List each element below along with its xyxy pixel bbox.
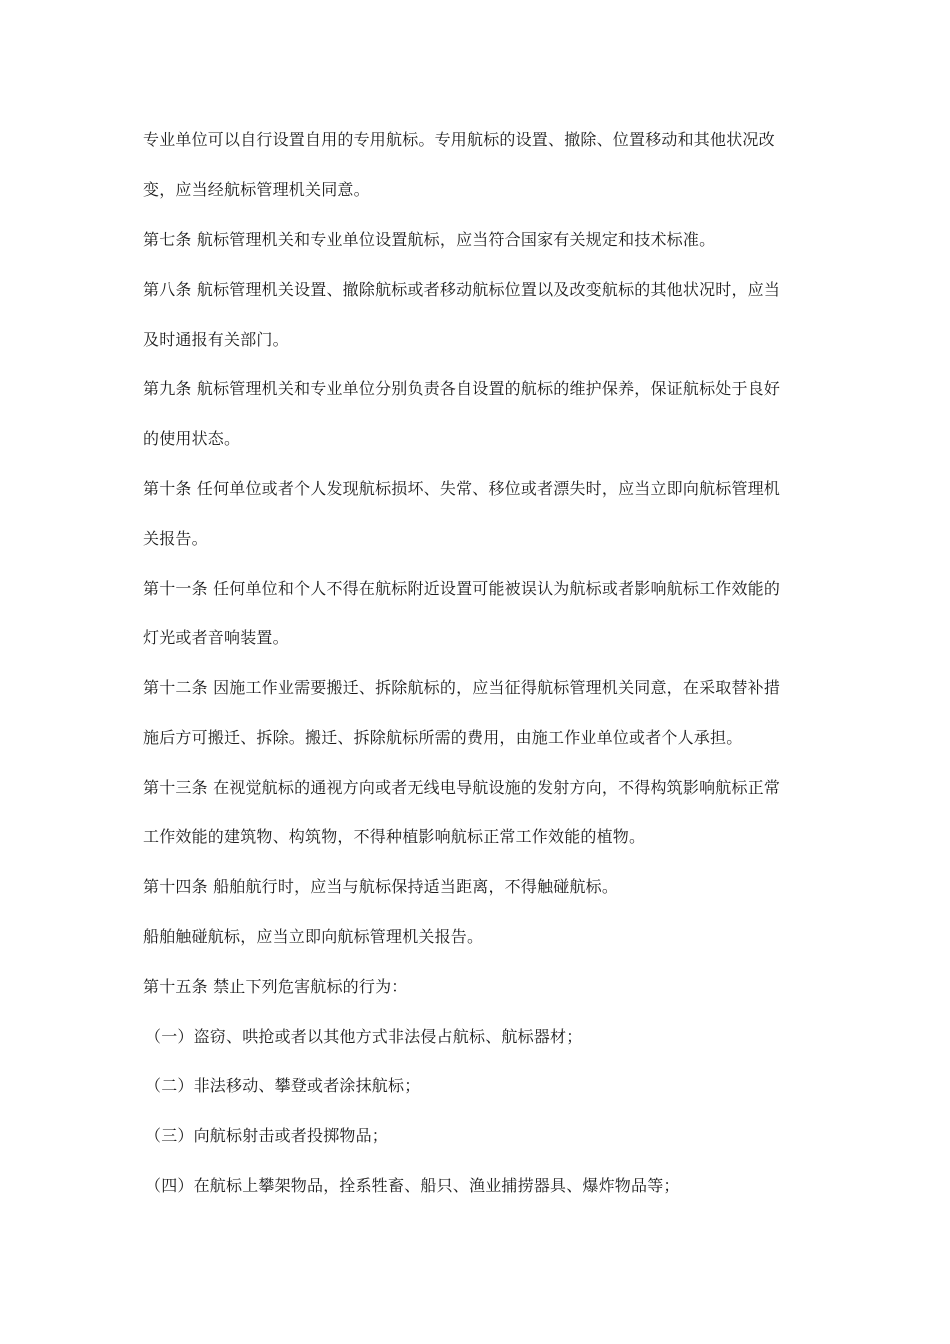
- text-line: 专业单位可以自行设置自用的专用航标。专用航标的设置、撤除、位置移动和其他状况改: [143, 130, 775, 149]
- list-item: （二）非法移动、攀登或者涂抹航标；: [145, 1076, 421, 1095]
- article-15: 第十五条 禁止下列危害航标的行为：: [143, 977, 408, 996]
- list-item: （四）在航标上攀架物品，拴系牲畜、船只、渔业捕捞器具、爆炸物品等；: [145, 1176, 680, 1195]
- text-line: 的使用状态。: [143, 429, 241, 448]
- article-10: 第十条 任何单位或者个人发现航标损坏、失常、移位或者漂失时，应当立即向航标管理机: [143, 479, 781, 498]
- text-line: 关报告。: [143, 529, 208, 548]
- article-8: 第八条 航标管理机关设置、撤除航标或者移动航标位置以及改变航标的其他状况时，应当: [143, 280, 781, 299]
- article-7: 第七条 航标管理机关和专业单位设置航标，应当符合国家有关规定和技术标准。: [143, 230, 716, 249]
- text-line: 变，应当经航标管理机关同意。: [143, 180, 370, 199]
- list-item: （三）向航标射击或者投掷物品；: [145, 1126, 389, 1145]
- article-11: 第十一条 任何单位和个人不得在航标附近设置可能被误认为航标或者影响航标工作效能的: [143, 579, 781, 598]
- text-line: 及时通报有关部门。: [143, 330, 289, 349]
- article-9: 第九条 航标管理机关和专业单位分别负责各自设置的航标的维护保养，保证航标处于良好: [143, 379, 781, 398]
- text-line: 船舶触碰航标，应当立即向航标管理机关报告。: [143, 927, 484, 946]
- article-14: 第十四条 船舶航行时，应当与航标保持适当距离，不得触碰航标。: [143, 877, 619, 896]
- article-12: 第十二条 因施工作业需要搬迁、拆除航标的，应当征得航标管理机关同意，在采取替补措: [143, 678, 781, 697]
- list-item: （一）盗窃、哄抢或者以其他方式非法侵占航标、航标器材；: [145, 1027, 583, 1046]
- text-line: 灯光或者音响装置。: [143, 628, 289, 647]
- text-line: 工作效能的建筑物、构筑物，不得种植影响航标正常工作效能的植物。: [143, 827, 646, 846]
- text-line: 施后方可搬迁、拆除。搬迁、拆除航标所需的费用，由施工作业单位或者个人承担。: [143, 728, 743, 747]
- article-13: 第十三条 在视觉航标的通视方向或者无线电导航设施的发射方向，不得构筑影响航标正常: [143, 778, 781, 797]
